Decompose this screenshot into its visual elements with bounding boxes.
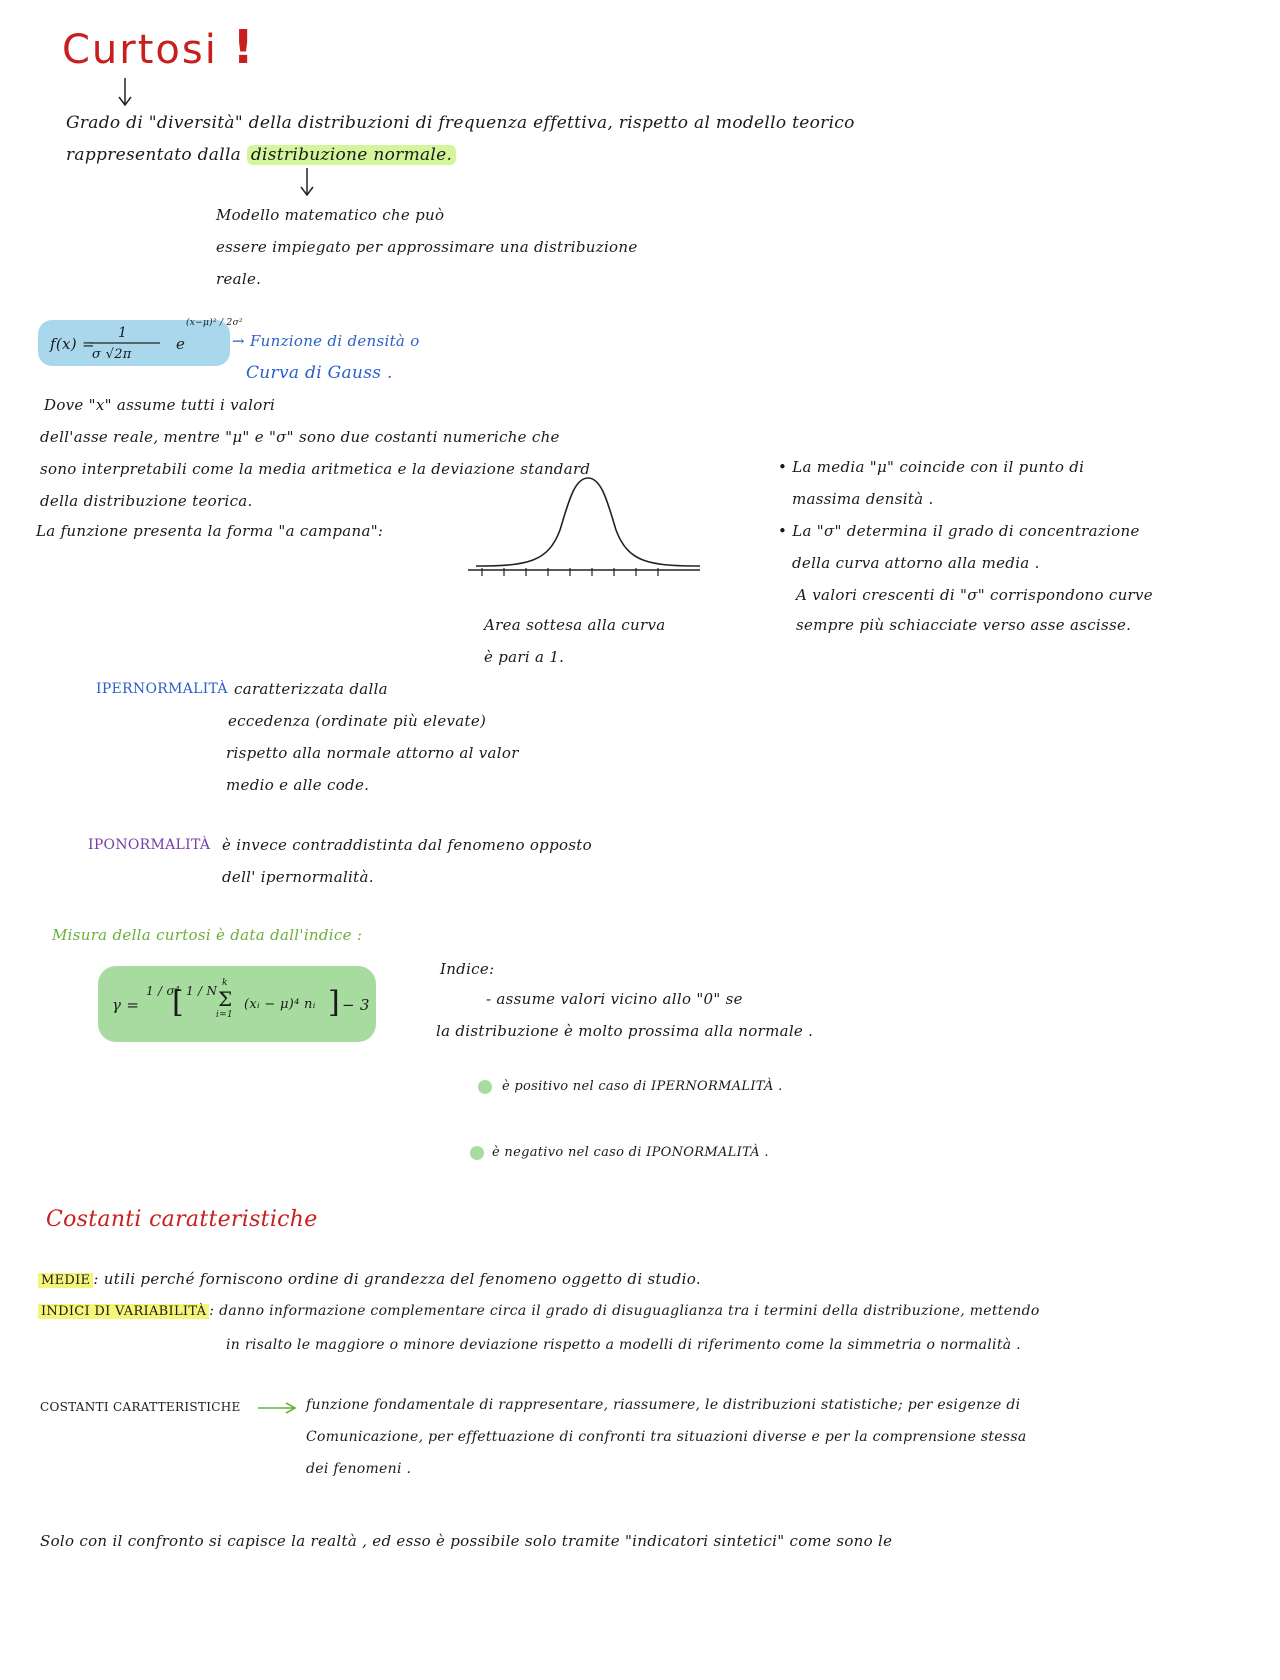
bullet-sigma-1: • La "σ" determina il grado di concentrazione <box>778 522 1140 540</box>
definition-line-1: Grado di "diversità" della distribuzioni di frequenza effettiva, rispetto al modello teorico <box>66 113 855 133</box>
bullet-mean-1: • La media "μ" coincide con il punto di <box>778 458 1085 476</box>
sum-symbol: Σ <box>218 987 233 1011</box>
arrow-down-icon <box>118 78 132 108</box>
formula-exponent: (x−μ)² / 2σ² <box>186 318 243 328</box>
gamma-tail: − 3 <box>342 996 370 1014</box>
definition-line-2 <box>66 144 456 166</box>
ipernormalita-label: IPERNORMALITÀ <box>96 681 228 697</box>
bell-curve-path <box>476 478 700 566</box>
indice-item-1b: la distribuzione è molto prossima alla normale . <box>436 1022 814 1040</box>
gamma-frac2: 1 / N <box>186 984 218 998</box>
indice-label: Indice: <box>440 960 495 978</box>
page-title <box>62 20 256 74</box>
explanation-line-5: La funzione presenta la forma "a campana": <box>36 522 384 540</box>
ipernormalita-line-2: eccedenza (ordinate più elevate) <box>228 712 487 730</box>
title-text: Curtosi <box>62 27 218 73</box>
medie-label: MEDIE <box>38 1273 93 1288</box>
arrow-right-icon <box>258 1402 298 1414</box>
indice-item-2: è positivo nel caso di IPERNORMALITÀ . <box>502 1079 783 1094</box>
gauss-curve-label: Curva di Gauss . <box>246 363 393 383</box>
ipernormalita-line-3: rispetto alla normale attorno al valor <box>226 744 519 762</box>
gamma-lhs: γ = <box>112 996 140 1014</box>
variabilita-text-1: : danno informazione complementare circa il grado di disuguaglianza tra i termini della distribuzione, mettendo <box>209 1303 1040 1319</box>
density-function-label <box>232 330 420 352</box>
costanti-text-2: Comunicazione, per effettuazione di confronti tra situazioni diverse e per la comprensione stessa <box>306 1429 1027 1445</box>
arrow-right-icon: → <box>232 332 250 350</box>
medie-line <box>38 1268 701 1292</box>
model-line-2: essere impiegato per approssimare una distribuzione <box>216 238 638 256</box>
formula-exp-base: e <box>176 335 186 353</box>
bullet-mean-2: massima densità . <box>792 490 934 508</box>
iponormalita-label: IPONORMALITÀ <box>88 837 211 853</box>
explanation-line-3: sono interpretabili come la media aritmetica e la deviazione standard <box>40 460 591 478</box>
title-exclamation: ! <box>232 20 256 74</box>
bullet-sigma-2: della curva attorno alla media . <box>792 554 1040 572</box>
right-bracket: ] <box>328 985 341 1020</box>
costanti-text-1: funzione fondamentale di rappresentare, riassumere, le distribuzioni statistiche; per esigenze di <box>306 1397 1021 1413</box>
green-bullet-dot <box>478 1080 492 1094</box>
formula-lhs: f(x) = <box>50 335 95 353</box>
formula-numerator: 1 <box>118 325 128 341</box>
iponormalita-line-2: dell' ipernormalità. <box>222 868 374 886</box>
explanation-line-2: dell'asse reale, mentre "μ" e "σ" sono due costanti numeriche che <box>40 428 560 446</box>
final-line: Solo con il confronto si capisce la realtà , ed esso è possibile solo tramite "indicatori sintetici" come sono le <box>40 1532 893 1550</box>
indice-item-3: è negativo nel caso di IPONORMALITÀ . <box>492 1145 769 1160</box>
arrow-down-icon <box>300 168 314 198</box>
x-axis-ticks <box>482 568 658 576</box>
model-line-3: reale. <box>216 270 262 288</box>
normal-distribution-highlight: distribuzione normale. <box>247 145 456 165</box>
misura-curtosi-heading: Misura della curtosi è data dall'indice : <box>52 926 363 944</box>
definition-prefix: rappresentato dalla <box>66 145 242 165</box>
variabilita-line-1 <box>38 1300 1040 1323</box>
indice-item-1a: - assume valori vicino allo "0" se <box>486 990 743 1008</box>
iponormalita-line-1: è invece contraddistinta dal fenomeno opposto <box>222 836 592 854</box>
variabilita-line-2: in risalto le maggiore o minore deviazione rispetto a modelli di riferimento come la simmetria o normalità . <box>226 1337 1021 1353</box>
density-label-text: Funzione di densità o <box>249 332 420 350</box>
bell-curve-diagram <box>468 470 708 580</box>
formula-denominator: σ √2π <box>92 347 132 362</box>
left-bracket: [ <box>172 985 185 1020</box>
ipernormalita-line-4: medio e alle code. <box>226 776 370 794</box>
bullet-sigma-3: A valori crescenti di "σ" corrispondono curve <box>796 586 1153 604</box>
ipernormalita-line-1: caratterizzata dalla <box>234 680 388 698</box>
gamma-term: (xᵢ − μ)⁴ nᵢ <box>244 997 316 1012</box>
model-line-1: Modello matematico che può <box>216 206 445 224</box>
costanti-label: COSTANTI CARATTERISTICHE <box>40 1400 241 1414</box>
area-line-1: Area sottesa alla curva <box>484 616 666 634</box>
costanti-text-3: dei fenomeni . <box>306 1461 412 1477</box>
bullet-sigma-4: sempre più schiacciate verso asse ascisse. <box>796 616 1132 634</box>
area-line-2: è pari a 1. <box>484 648 565 666</box>
sum-lower-limit: i=1 <box>216 1010 234 1020</box>
explanation-line-4: della distribuzione teorica. <box>40 492 253 510</box>
sum-upper-limit: k <box>222 978 228 988</box>
explanation-line-1: Dove "x" assume tutti i valori <box>44 396 276 414</box>
medie-text: : utili perché forniscono ordine di grandezza del fenomeno oggetto di studio. <box>93 1270 701 1288</box>
gamma-frac1: 1 / σ⁴ <box>146 984 181 998</box>
section-title-costanti: Costanti caratteristiche <box>46 1207 318 1232</box>
indici-variabilita-label: INDICI DI VARIABILITÀ <box>38 1304 209 1319</box>
green-bullet-dot <box>470 1146 484 1160</box>
